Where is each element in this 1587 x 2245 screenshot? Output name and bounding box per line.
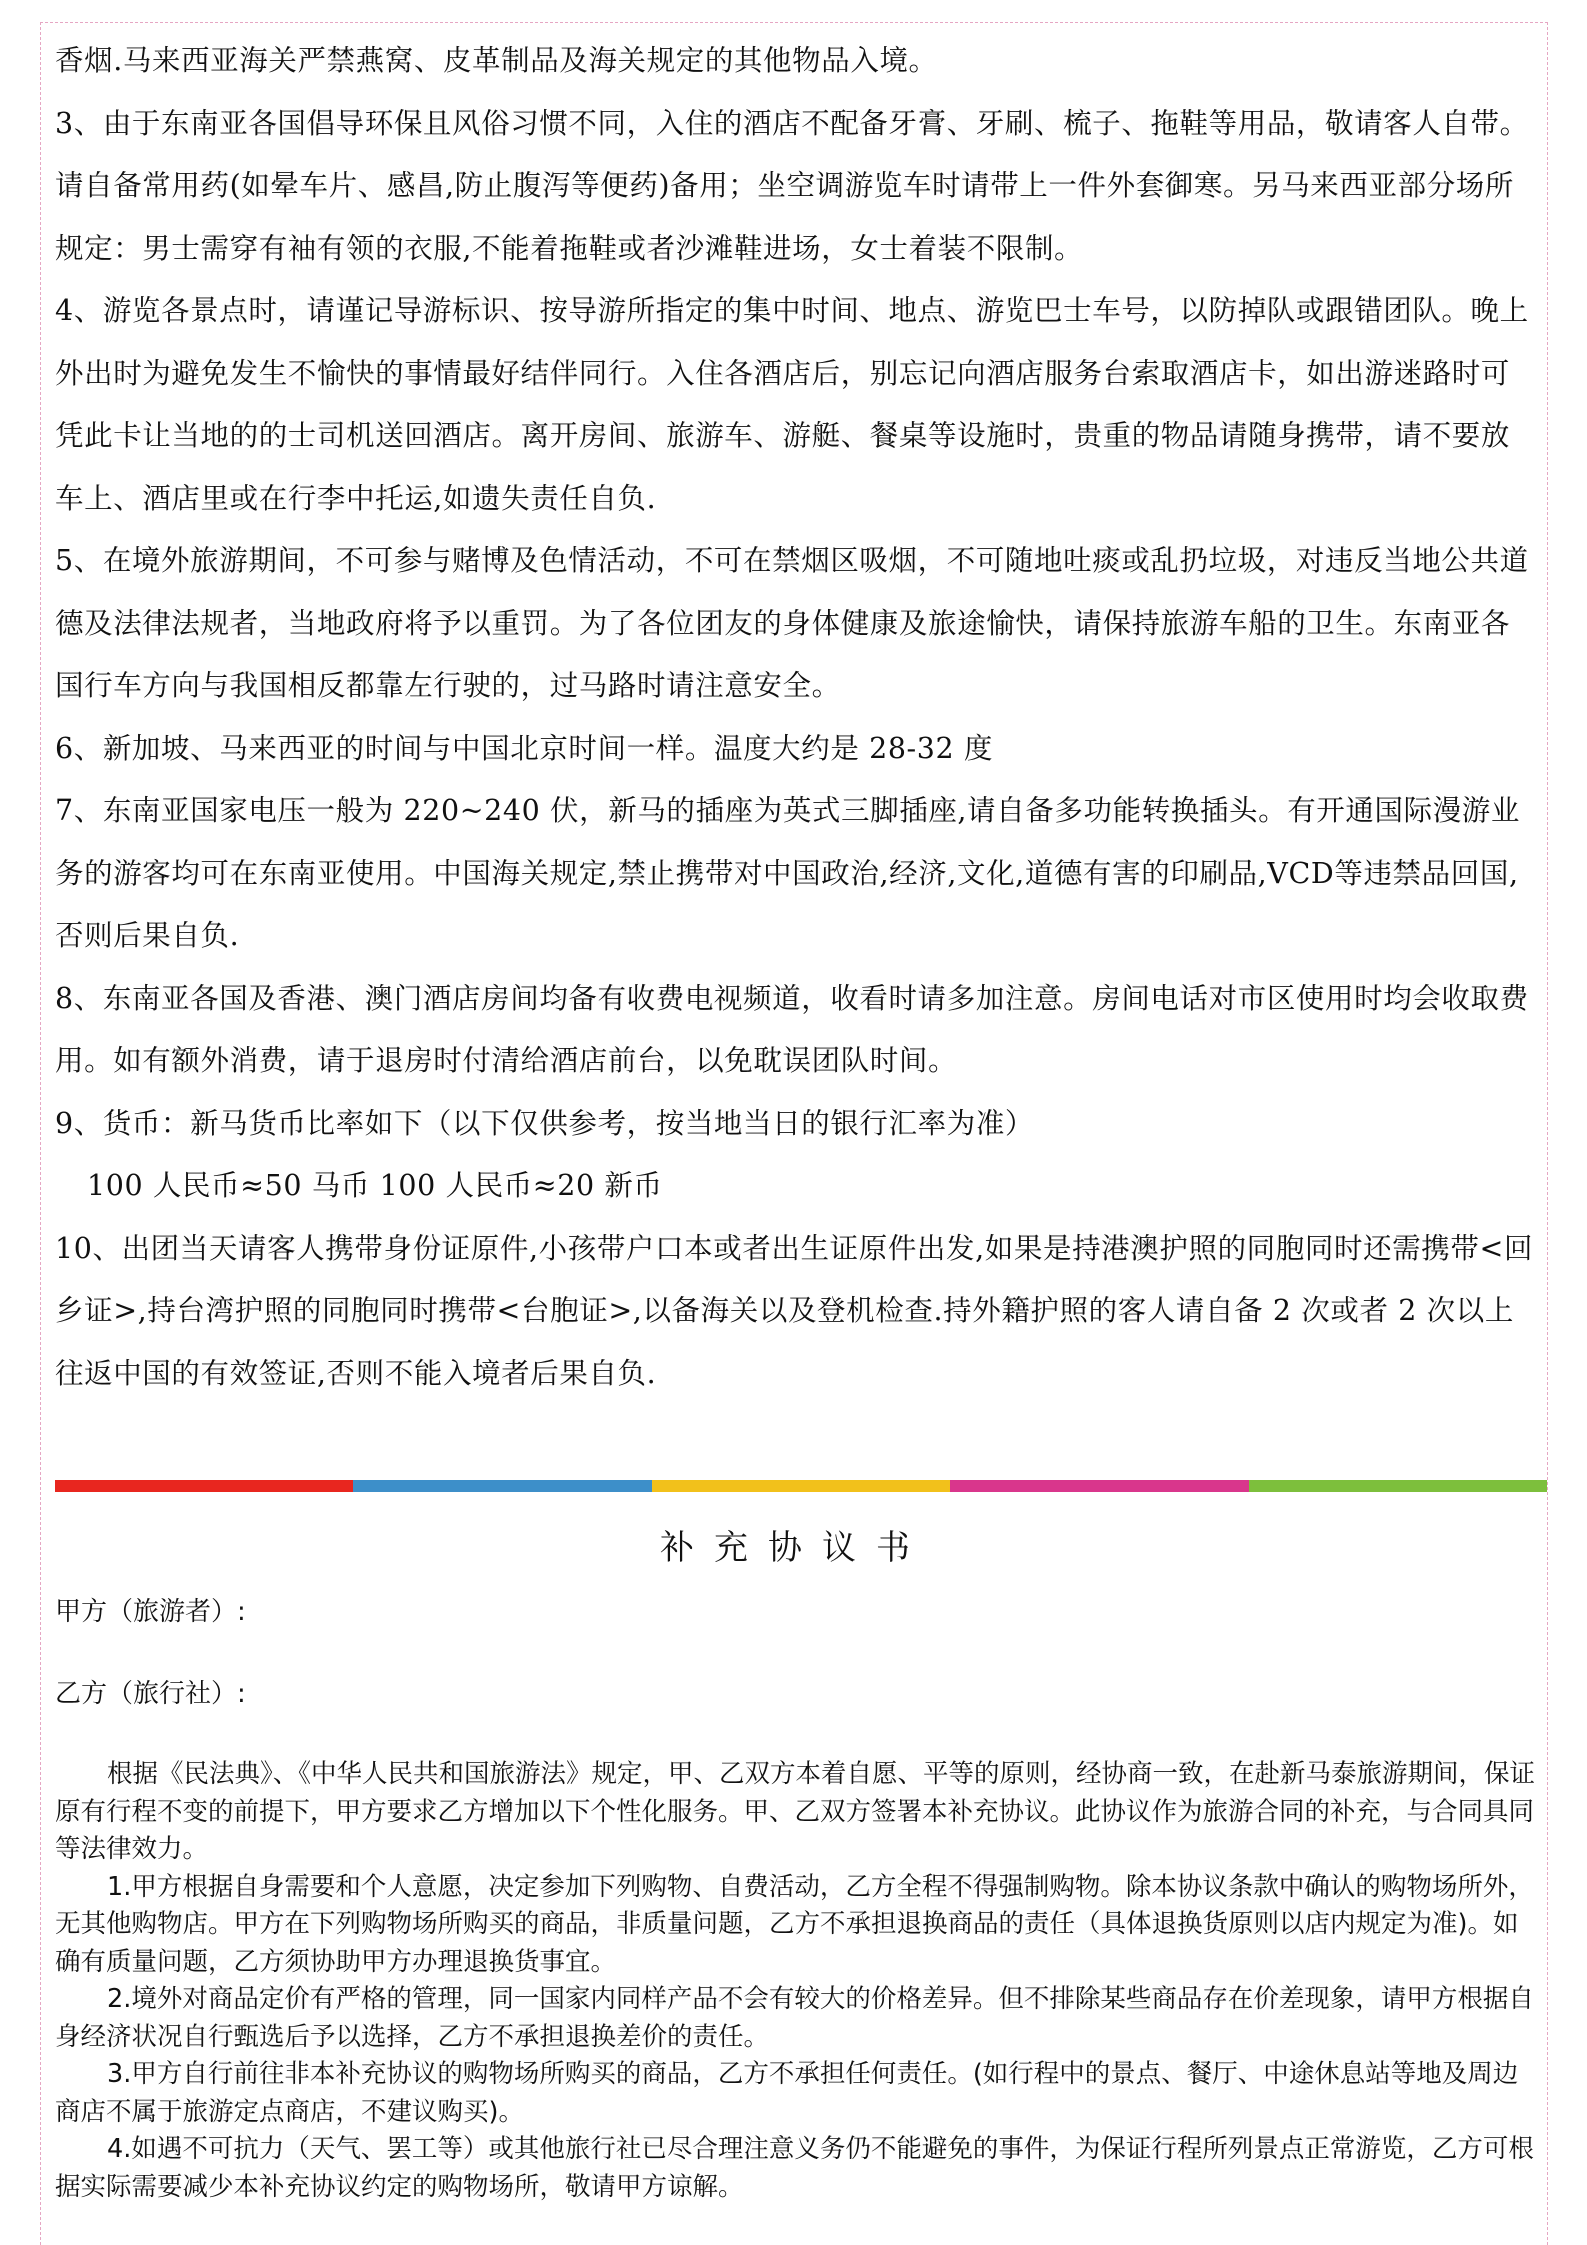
note-item: 4、游览各景点时，请谨记导游标识、按导游所指定的集中时间、地点、游览巴士车号，以防掉队或跟错团队。晚上外出时为避免发生不愉快的事情最好结伴同行。入住各酒店后，别忘记向酒店服务台索取酒店卡，如出游迷路时可凭此卡让当地的的士司机送回酒店。离开房间、旅游车、游艇、餐桌等设施时，贵重的物品请随身携带，请不要放车上、酒店里或在行李中托运,如遗失责任自负. <box>55 294 1529 515</box>
party-a-label: 甲方（旅游者）: <box>55 1597 246 1627</box>
divider-segment-yellow <box>652 1480 950 1492</box>
note-item: 5、在境外旅游期间，不可参与赌博及色情活动，不可在禁烟区吸烟，不可随地吐痰或乱扔垃圾，对违反当地公共道德及法律法规者，当地政府将予以重罚。为了各位团友的身体健康及旅途愉快，请保持旅游车船的卫生。东南亚各国行车方向与我国相反都靠左行驶的，过马路时请注意安全。 <box>55 544 1529 702</box>
currency-rates: 100 人民币≈50 马币 100 人民币≈20 新币 <box>87 1169 663 1202</box>
agreement-paragraph: 2.境外对商品定价有严格的管理，同一国家内同样产品不会有较大的价格差异。但不排除某些商品存在价差现象，请甲方根据自身经济状况自行甄选后予以选择，乙方不承担退换差价的责任。 <box>55 1984 1534 2052</box>
travel-notes <box>55 30 1535 1405</box>
divider-segment-red <box>55 1480 353 1492</box>
note-item: 8、东南亚各国及香港、澳门酒店房间均备有收费电视频道，收看时请多加注意。房间电话对市区使用时均会收取费用。如有额外消费，请于退房时付清给酒店前台，以免耽误团队时间。 <box>55 981 1529 1077</box>
agreement-paragraph: 4.如遇不可抗力（天气、罢工等）或其他旅行社已尽合理注意义务仍不能避免的事件，为保证行程所列景点正常游览，乙方可根据实际需要减少本补充协议约定的购物场所，敬请甲方谅解。 <box>55 2134 1534 2202</box>
agreement-paragraph: 根据《民法典》、《中华人民共和国旅游法》规定，甲、乙双方本着自愿、平等的原则，经协商一致，在赴新马泰旅游期间，保证原有行程不变的前提下，甲方要求乙方增加以下个性化服务。甲、乙双方签署本补充协议。此协议作为旅游合同的补充，与合同具同等法律效力。 <box>55 1759 1536 1864</box>
note-item: 7、东南亚国家电压一般为 220~240 伏，新马的插座为英式三脚插座,请自备多功能转换插头。有开通国际漫游业务的游客均可在东南亚使用。中国海关规定,禁止携带对中国政治,经济,文化,道德有害的印刷品,VCD等违禁品回国,否则后果自负. <box>55 794 1520 952</box>
rainbow-divider <box>55 1480 1547 1492</box>
party-b-label: 乙方（旅行社）: <box>55 1679 246 1709</box>
note-item: 6、新加坡、马来西亚的时间与中国北京时间一样。温度大约是 28-32 度 <box>55 731 994 765</box>
agreement-body <box>55 1756 1535 2206</box>
agreement-title: 补充协议书 <box>660 1528 930 1568</box>
note-item: 3、由于东南亚各国倡导环保且风俗习惯不同，入住的酒店不配备牙膏、牙刷、梳子、拖鞋等用品，敬请客人自带。请自备常用药(如晕车片、感昌,防止腹泻等便药)备用；坐空调游览车时请带上一件外套御寒。另马来西亚部分场所规定：男士需穿有袖有领的衣服,不能着拖鞋或者沙滩鞋进场，女士着装不限制。 <box>55 106 1529 265</box>
agreement-paragraph: 1.甲方根据自身需要和个人意愿，决定参加下列购物、自费活动，乙方全程不得强制购物。除本协议条款中确认的购物场所外，无其他购物店。甲方在下列购物场所购买的商品，非质量问题，乙方不承担退换商品的责任（具体退换货原则以店内规定为准)。如确有质量问题，乙方须协助甲方办理退换货事宜。 <box>55 1871 1534 1977</box>
divider-segment-magenta <box>950 1480 1248 1492</box>
note-item: 9、货币：新马货币比率如下（以下仅供参考，按当地当日的银行汇率为准） <box>55 1106 1035 1140</box>
supplementary-agreement <box>55 1518 1535 2206</box>
agreement-paragraph: 3.甲方自行前往非本补充协议的购物场所购买的商品，乙方不承担任何责任。(如行程中的景点、餐厅、中途休息站等地及周边商店不属于旅游定点商店，不建议购买)。 <box>55 2059 1519 2127</box>
note-item: 香烟.马来西亚海关严禁燕窝、皮革制品及海关规定的其他物品入境。 <box>55 44 938 77</box>
divider-segment-green <box>1249 1480 1547 1492</box>
note-item: 10、出团当天请客人携带身份证原件,小孩带户口本或者出生证原件出发,如果是持港澳护照的同胞同时还需携带<回乡证>,持台湾护照的同胞同时携带<台胞证>,以备海关以及登机检查.持外籍护照的客人请自备 2 次或者 2 次以上往返中国的有效签证,否则不能入境者后果自负. <box>55 1231 1534 1390</box>
divider-segment-blue <box>353 1480 651 1492</box>
